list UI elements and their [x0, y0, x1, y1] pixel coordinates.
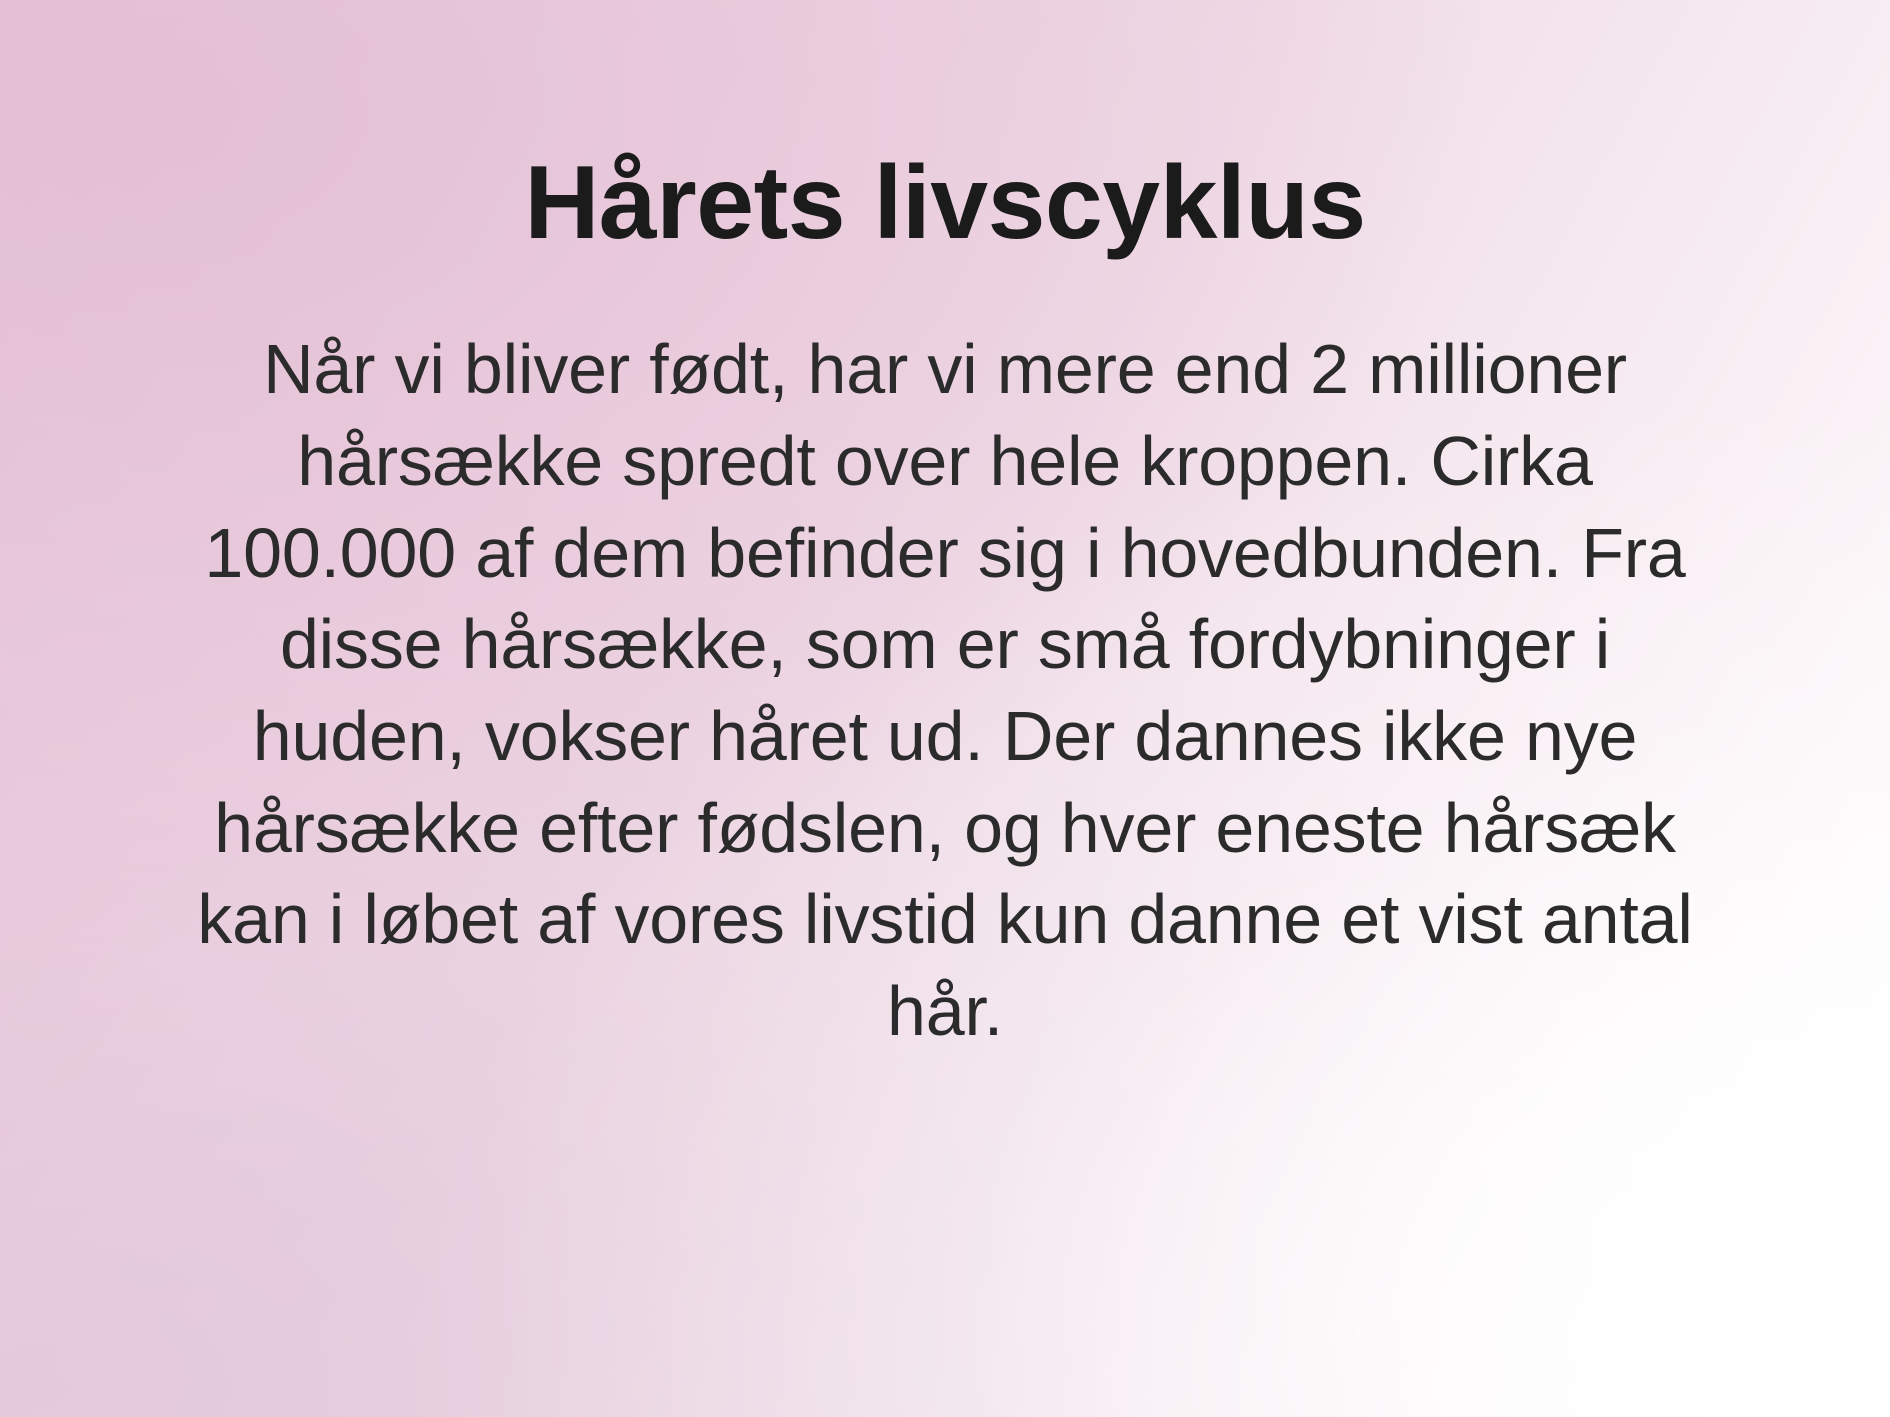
- page-title: Hårets livscyklus: [524, 145, 1366, 261]
- body-paragraph: Når vi bliver født, har vi mere end 2 millioner hårsække spredt over hele kroppen. Cirka 100.000 af dem befinder sig i hovedbunden. Fra disse hårsække, som er små fordybninger i huden, vokser håret ud. Der dannes ikke nye hårsække efter fødslen, og hver eneste hårsæk kan i løbet af vores livstid kun danne et vist antal hår.: [197, 330, 1693, 1051]
